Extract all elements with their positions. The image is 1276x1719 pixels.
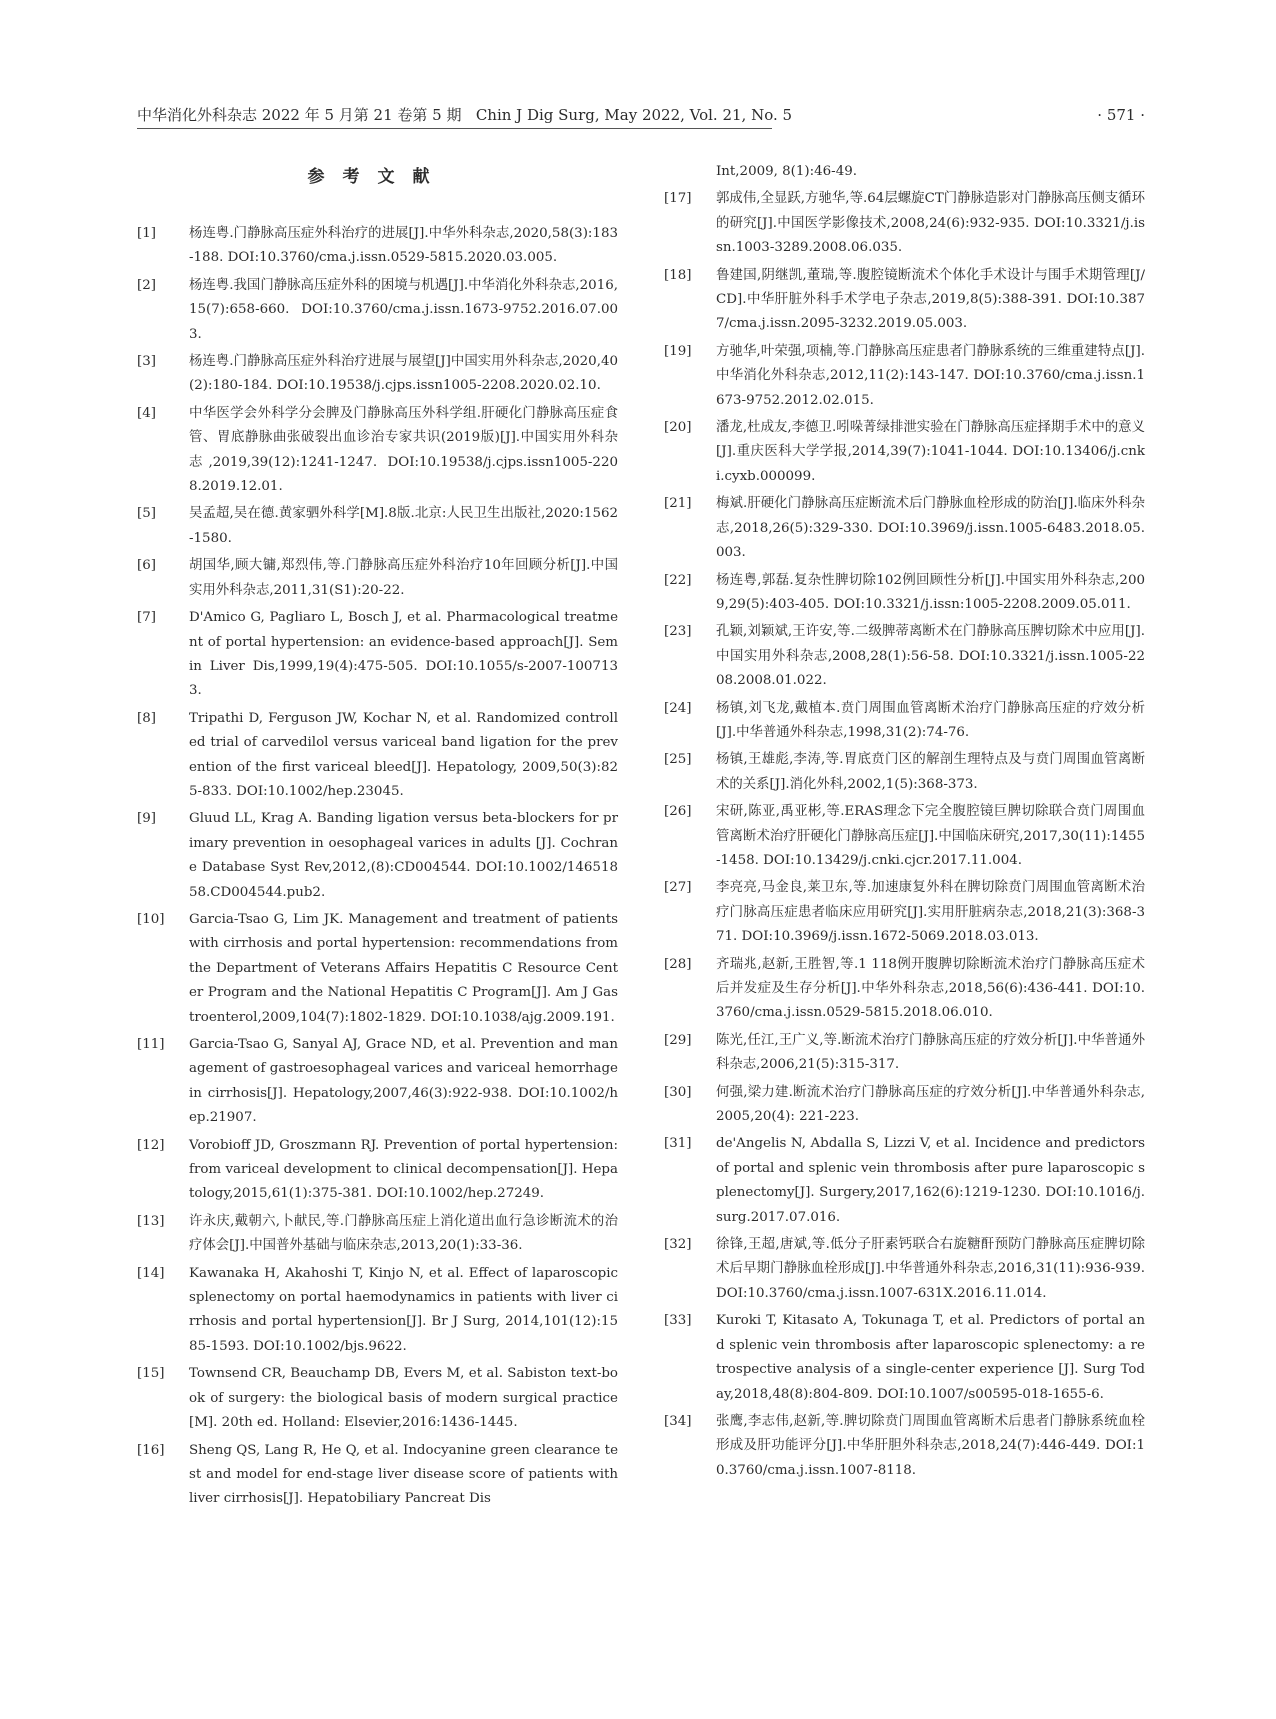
reference-text: 宋研,陈亚,禹亚彬,等.ERAS理念下完全腹腔镜巨脾切除联合贲门周围血管离断术治疗肝硬化门静脉高压症[J].中国临床研究,2017,30(11):1455-1458. DOI:10.13429/j.cnki.cjcr.2017.11.004. [716, 804, 1145, 868]
reference-text: Kawanaka H, Akahoshi T, Kinjo N, et al. Effect of laparoscopic splenectomy on portal haemodynamics in patients with liver cirrhosis and portal hypertension[J]. Br J Surg, 2014,101(12):1585-1593. DOI:10.1002/bjs.9622. [189, 1265, 618, 1354]
reference-number: [18] [664, 267, 692, 283]
reference-text: 中华医学会外科学分会脾及门静脉高压外科学组.肝硬化门静脉高压症食管、胃底静脉曲张破裂出血诊治专家共识(2019版)[J].中国实用外科杂志,2019,39(12):1241-1247. DOI:10.19538/j.cjps.issn1005-2208.2019.12.01. [189, 405, 618, 495]
reference-number: [23] [664, 624, 692, 640]
reference-number: [19] [664, 343, 692, 359]
reference-text: Townsend CR, Beauchamp DB, Evers M, et al. Sabiston text-book of surgery: the biological basis of modern surgical practice[M]. 20th ed. Holland: Elsevier,2016:1436-1445. [189, 1366, 618, 1431]
reference-item [137, 502, 618, 551]
reference-item [137, 1134, 618, 1207]
journal-info [137, 104, 792, 126]
reference-number: [8] [137, 710, 156, 726]
reference-text: 杨镇,王雄彪,李涛,等.胃底贲门区的解剖生理特点及与贲门周围血管离断术的关系[J].消化外科,2002,1(5):368-373. [716, 752, 1145, 792]
reference-number: [1] [137, 226, 156, 241]
reference-item [137, 606, 618, 704]
reference-text: 杨连粤.我国门静脉高压症外科的困境与机遇[J].中华消化外科杂志,2016,15(7):658-660. DOI:10.3760/cma.j.issn.1673-9752.2016.07.003. [189, 277, 618, 342]
reference-number: [32] [664, 1237, 692, 1253]
reference-text: Garcia-Tsao G, Lim JK. Management and treatment of patients with cirrhosis and portal hypertension: recommendations from the Department of Veterans Affairs Hepatitis C Resource Center Program and the National Hepatitis C Program[J]. Am J Gastroenterol,2009,104(7):1802-1829. DOI:10.1038/ajg.2009.191. [189, 911, 618, 1025]
reference-number: [4] [137, 405, 156, 421]
reference-item [664, 620, 1145, 693]
reference-text: 胡国华,顾大镛,郑烈伟,等.门静脉高压症外科治疗10年回顾分析[J].中国实用外科杂志,2011,31(S1):20-22. [189, 558, 618, 598]
journal-title-cn: 中华消化外科杂志 2022 年 5 月第 21 卷第 5 期 [137, 106, 462, 124]
reference-text: 鲁建国,阴继凯,董瑞,等.腹腔镜断流术个体化手术设计与围手术期管理[J/CD].中华肝脏外科手术学电子杂志,2019,8(5):388-391. DOI:10.3877/cma.j.issn.2095-3232.2019.05.003. [716, 267, 1145, 332]
page-number: · 571 · [1097, 106, 1145, 124]
reference-text: Vorobioff JD, Groszmann RJ. Prevention of portal hypertension: from variceal development to clinical decompensation[J]. Hepatology,2015,61(1):375-381. DOI:10.1002/hep.27249. [189, 1137, 618, 1202]
reference-text: 李亮亮,马金良,莱卫东,等.加速康复外科在脾切除贲门周围血管离断术治疗门脉高压症患者临床应用研究[J].实用肝脏病杂志,2018,21(3):368-371. DOI:10.3969/j.issn.1672-5069.2018.03.013. [716, 880, 1145, 945]
reference-text: 方驰华,叶荣强,项楠,等.门静脉高压症患者门静脉系统的三维重建特点[J].中华消化外科杂志,2012,11(2):143-147. DOI:10.3760/cma.j.issn.1673-9752.2012.02.015. [716, 343, 1145, 408]
reference-number: [24] [664, 700, 692, 716]
reference-number: [20] [664, 420, 692, 436]
reference-text: 张鹰,李志伟,赵新,等.脾切除贲门周围血管离断术后患者门静脉系统血栓形成及肝功能评分[J].中华肝胆外科杂志,2018,24(7):446-449. DOI:10.3760/cma.j.issn.1007-8118. [716, 1413, 1145, 1478]
references-right-column [664, 160, 1145, 1486]
reference-text: 孔颖,刘颖斌,王许安,等.二级脾蒂离断术在门静脉高压脾切除术中应用[J].中国实用外科杂志,2008,28(1):56-58. DOI:10.3321/j.issn.1005-2208.2008.01.022. [716, 624, 1145, 689]
reference-item [137, 1210, 618, 1259]
reference-item [664, 1029, 1145, 1078]
reference-number: [9] [137, 811, 156, 827]
reference-number: [22] [664, 572, 692, 588]
reference-number: [13] [137, 1213, 165, 1229]
reference-item [137, 908, 618, 1030]
reference-number: [6] [137, 558, 156, 574]
header-rule [137, 128, 772, 129]
reference-text: Gluud LL, Krag A. Banding ligation versus beta-blockers for primary prevention in oesophageal varices in adults [J]. Cochrane Database Syst Rev,2012,(8):CD004544. DOI:10.1002/14651858.CD004544.pub2. [189, 811, 618, 900]
reference-item [137, 554, 618, 603]
reference-number: [26] [664, 804, 692, 820]
reference-number: [5] [137, 506, 156, 522]
reference-item [664, 1081, 1145, 1130]
reference-item [137, 1033, 618, 1131]
reference-number: [11] [137, 1037, 165, 1052]
reference-text: Sheng QS, Lang R, He Q, et al. Indocyanine green clearance test and model for end-stage liver disease score of patients with liver cirrhosis[J]. Hepatobiliary Pancreat Dis [189, 1442, 618, 1507]
reference-number: [27] [664, 880, 692, 896]
reference-number: [17] [664, 191, 692, 207]
reference-item [137, 807, 618, 905]
reference-text: 许永庆,戴朝六,卜献民,等.门静脉高压症上消化道出血行急诊断流术的治疗体会[J].中国普外基础与临床杂志,2013,20(1):33-36. [189, 1213, 618, 1254]
reference-item [137, 1362, 618, 1435]
journal-title-en: Chin J Dig Surg, May 2022, Vol. 21, No. 5 [475, 106, 793, 124]
reference-number: [30] [664, 1084, 692, 1100]
reference-text: 杨连粤.门静脉高压症外科治疗的进展[J].中华外科杂志,2020,58(3):183-188. DOI:10.3760/cma.j.issn.0529-5815.2020.03.005. [189, 226, 618, 266]
reference-number: [31] [664, 1136, 692, 1152]
reference-number: [34] [664, 1413, 692, 1429]
reference-text: Tripathi D, Ferguson JW, Kochar N, et al. Randomized controlled trial of carvedilol versus variceal band ligation for the prevention of the first variceal bleed[J]. Hepatology, 2009,50(3):825-833. DOI:10.1002/hep.23045. [189, 710, 618, 799]
reference-item [664, 800, 1145, 873]
reference-item [664, 416, 1145, 489]
reference-text: 杨连粤.门静脉高压症外科治疗进展与展望[J]中国实用外科杂志,2020,40(2):180-184. DOI:10.19538/j.cjps.issn1005-2208.2020.02.10. [189, 354, 618, 394]
reference-item [664, 492, 1145, 565]
reference-item [664, 697, 1145, 746]
reference-number: [28] [664, 956, 692, 972]
reference-item [137, 1262, 618, 1360]
section-title: 参考文献 [307, 167, 448, 187]
reference-continuation: Int,2009, 8(1):46-49. [716, 164, 858, 179]
reference-text: 陈光,任江,王广义,等.断流术治疗门静脉高压症的疗效分析[J].中华普通外科杂志,2006,21(5):315-317. [716, 1032, 1145, 1073]
reference-text: 徐锋,王超,唐斌,等.低分子肝素钙联合右旋糖酐预防门静脉高压症脾切除术后早期门静脉血栓形成[J].中华普通外科杂志,2016,31(11):936-939. DOI:10.3760/cma.j.issn.1007-631X.2016.11.014. [716, 1237, 1145, 1301]
reference-number: [7] [137, 610, 156, 626]
reference-item [664, 1309, 1145, 1407]
reference-number: [21] [664, 496, 692, 512]
reference-number: [2] [137, 277, 156, 293]
running-header [137, 104, 1145, 128]
reference-number: [15] [137, 1366, 165, 1382]
reference-item [137, 402, 618, 500]
reference-number: [3] [137, 354, 156, 370]
reference-item [664, 1132, 1145, 1230]
reference-item [664, 569, 1145, 618]
reference-item [137, 350, 618, 399]
reference-number: [16] [137, 1442, 165, 1458]
reference-number: [33] [664, 1313, 692, 1329]
reference-item [664, 264, 1145, 337]
reference-item [137, 222, 618, 271]
reference-text: 杨连粤,郭磊.复杂性脾切除102例回顾性分析[J].中国实用外科杂志,2009,29(5):403-405. DOI:10.3321/j.issn:1005-2208.2009.05.011. [716, 572, 1145, 612]
reference-number: [14] [137, 1265, 165, 1281]
reference-text: 杨镇,刘飞龙,戴植本.贲门周围血管离断术治疗门静脉高压症的疗效分析[J].中华普通外科杂志,1998,31(2):74-76. [716, 700, 1145, 740]
reference-text: Garcia-Tsao G, Sanyal AJ, Grace ND, et al. Prevention and management of gastroesophageal varices and variceal hemorrhage in cirrhosis[J]. Hepatology,2007,46(3):922-938. DOI:10.1002/hep.21907. [189, 1037, 618, 1126]
reference-item [137, 1439, 618, 1512]
reference-text: 齐瑞兆,赵新,王胜智,等.1 118例开腹脾切除断流术治疗门静脉高压症术后并发症及生存分析[J].中华外科杂志,2018,56(6):436-441. DOI:10.3760/cma.j.issn.0529-5815.2018.06.010. [716, 956, 1145, 1021]
reference-item [664, 953, 1145, 1026]
reference-number: [12] [137, 1137, 165, 1153]
reference-text: Kuroki T, Kitasato A, Tokunaga T, et al. Predictors of portal and splenic vein thrombosis after laparoscopic splenectomy: a retrospective analysis of a single-center experience [J]. Surg Today,2018,48(8):804-809. DOI:10.1007/s00595-018-1655-6. [716, 1313, 1145, 1402]
reference-text: 郭成伟,全显跃,方驰华,等.64层螺旋CT门静脉造影对门静脉高压侧支循环的研究[J].中国医学影像技术,2008,24(6):932-935. DOI:10.3321/j.issn.1003-3289.2008.06.035. [716, 191, 1145, 256]
reference-item [664, 1410, 1145, 1483]
reference-item [664, 187, 1145, 260]
reference-item [664, 1233, 1145, 1306]
reference-item [137, 274, 618, 347]
reference-item [137, 707, 618, 805]
reference-text: 潘龙,杜成友,李德卫.吲哚菁绿排泄实验在门静脉高压症择期手术中的意义[J].重庆医科大学学报,2014,39(7):1041-1044. DOI:10.13406/j.cnki.cyxb.000099. [716, 420, 1145, 484]
reference-number: [29] [664, 1032, 692, 1048]
reference-text: 梅斌.肝硬化门静脉高压症断流术后门静脉血栓形成的防治[J].临床外科杂志,2018,26(5):329-330. DOI:10.3969/j.issn.1005-6483.2018.05.003. [716, 496, 1145, 561]
reference-item [664, 340, 1145, 413]
reference-text: 何强,梁力建.断流术治疗门静脉高压症的疗效分析[J].中华普通外科杂志,2005,20(4): 221-223. [716, 1084, 1145, 1125]
reference-text: D'Amico G, Pagliaro L, Bosch J, et al. Pharmacological treatment of portal hypertension: an evidence-based approach[J]. Semin Liver Dis,1999,19(4):475-505. DOI:10.1055/s-2007-1007133. [189, 610, 618, 699]
reference-text: de'Angelis N, Abdalla S, Lizzi V, et al. Incidence and predictors of portal and splenic vein thrombosis after pure laparoscopic splenectomy[J]. Surgery,2017,162(6):1219-1230. DOI:10.1016/j.surg.2017.07.016. [716, 1136, 1145, 1225]
reference-item [664, 748, 1145, 797]
reference-text: 吴孟超,吴在德.黄家驷外科学[M].8版.北京:人民卫生出版社,2020:1562-1580. [189, 506, 618, 546]
reference-number: [10] [137, 911, 165, 927]
reference-item [664, 876, 1145, 949]
references-left-column [137, 222, 618, 1515]
reference-number: [25] [664, 752, 692, 768]
